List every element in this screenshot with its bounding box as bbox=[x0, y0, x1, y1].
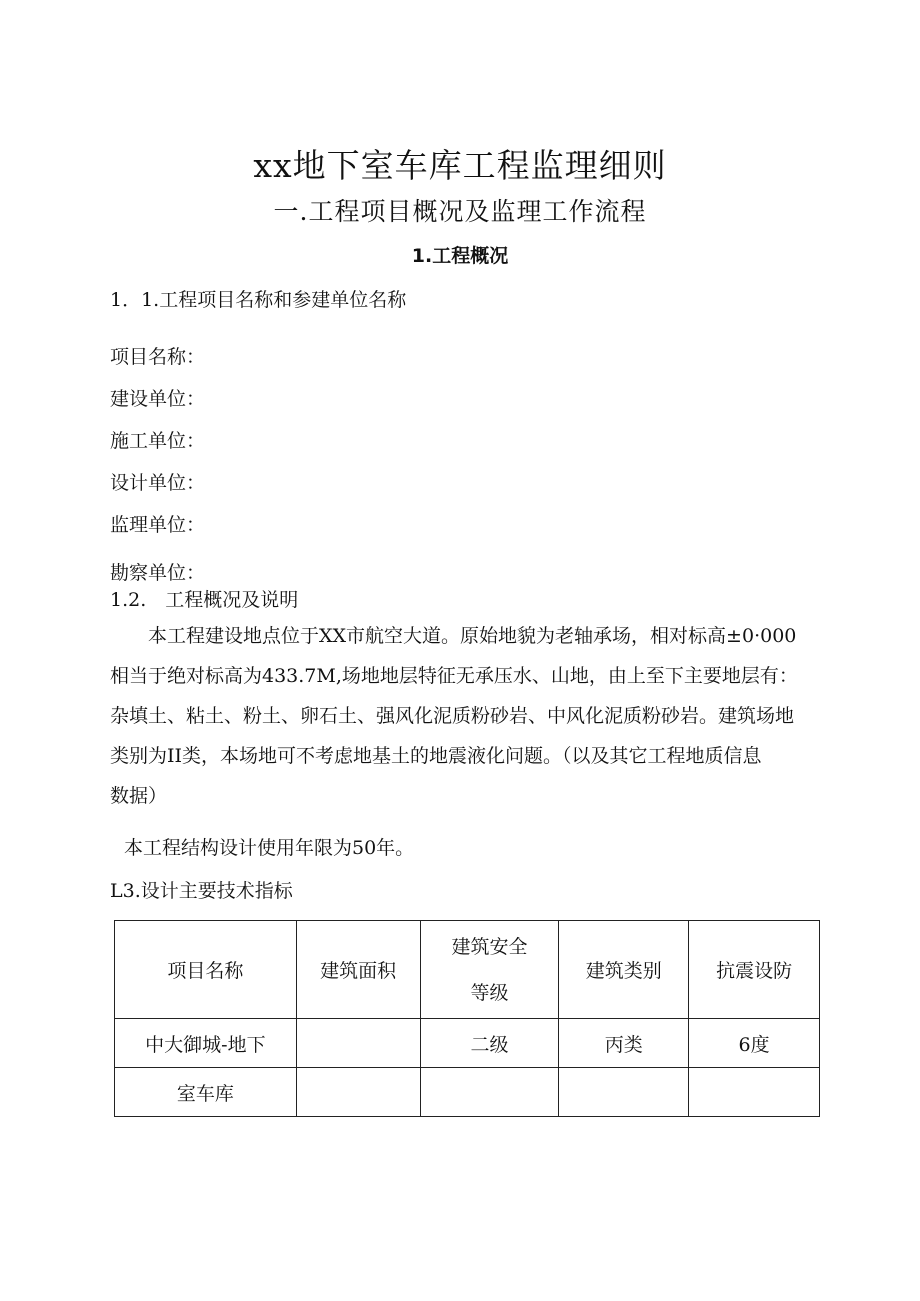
subsection-heading-1-2: 1.2. 工程概况及说明 bbox=[110, 589, 299, 611]
header-safety-grade-line1: 建筑安全 bbox=[451, 935, 528, 958]
design-life-note: 本工程结构设计使用年限为50年。 bbox=[124, 837, 415, 859]
cell-building-category: 丙类 bbox=[559, 1019, 689, 1068]
subsection-heading-1-1: 1．1.工程项目名称和参建单位名称 bbox=[110, 289, 407, 311]
field-design-unit: 设计单位： bbox=[110, 472, 206, 494]
cell-building-area bbox=[296, 1019, 420, 1068]
description-line: 杂填土、粘土、粉土、卵石土、强风化泥质粉砂岩、中风化泥质粉砂岩。建筑场地 bbox=[110, 705, 795, 727]
description-line: 本工程建设地点位于XX市航空大道。原始地貌为老轴承场，相对标高±0·000 bbox=[110, 625, 797, 647]
header-building-category: 建筑类别 bbox=[559, 921, 689, 1019]
description-line: 相当于绝对标高为433.7M,场地地层特征无承压水、山地，由上至下主要地层有： bbox=[110, 665, 798, 687]
field-project-name: 项目名称： bbox=[110, 346, 206, 368]
cell-building-area bbox=[296, 1068, 420, 1117]
description-line: 类别为II类，本场地可不考虑地基土的地震液化问题。（以及其它工程地质信息 bbox=[110, 745, 762, 767]
header-safety-grade-line2: 等级 bbox=[470, 981, 509, 1004]
field-construction-unit: 建设单位： bbox=[110, 388, 206, 410]
section-heading: 1.工程概况 bbox=[411, 245, 509, 267]
cell-seismic bbox=[689, 1068, 820, 1117]
technical-indicators-table bbox=[114, 920, 820, 1117]
cell-project-name: 室车库 bbox=[115, 1068, 297, 1117]
header-safety-grade bbox=[420, 921, 559, 1019]
cell-safety-grade: 二级 bbox=[420, 1019, 559, 1068]
cell-safety-grade bbox=[420, 1068, 559, 1117]
header-seismic: 抗震设防 bbox=[689, 921, 820, 1019]
cell-building-category bbox=[559, 1068, 689, 1117]
header-project-name: 项目名称 bbox=[115, 921, 297, 1019]
table-header-row bbox=[115, 921, 820, 1019]
project-description bbox=[110, 616, 826, 816]
description-line: 数据） bbox=[110, 785, 168, 807]
cell-project-name: 中大御城-地下 bbox=[115, 1019, 297, 1068]
field-survey-unit: 勘察单位： bbox=[110, 562, 206, 584]
field-supervision-unit: 监理单位： bbox=[110, 514, 206, 536]
cell-seismic: 6度 bbox=[689, 1019, 820, 1068]
table-row bbox=[115, 1019, 820, 1068]
table-row bbox=[115, 1068, 820, 1117]
subsection-heading-1-3: L3.设计主要技术指标 bbox=[110, 880, 293, 902]
field-contractor: 施工单位： bbox=[110, 430, 206, 452]
document-title: xx地下室车库工程监理细则 bbox=[253, 146, 667, 185]
header-building-area: 建筑面积 bbox=[296, 921, 420, 1019]
document-subtitle: 一.工程项目概况及监理工作流程 bbox=[273, 197, 647, 226]
